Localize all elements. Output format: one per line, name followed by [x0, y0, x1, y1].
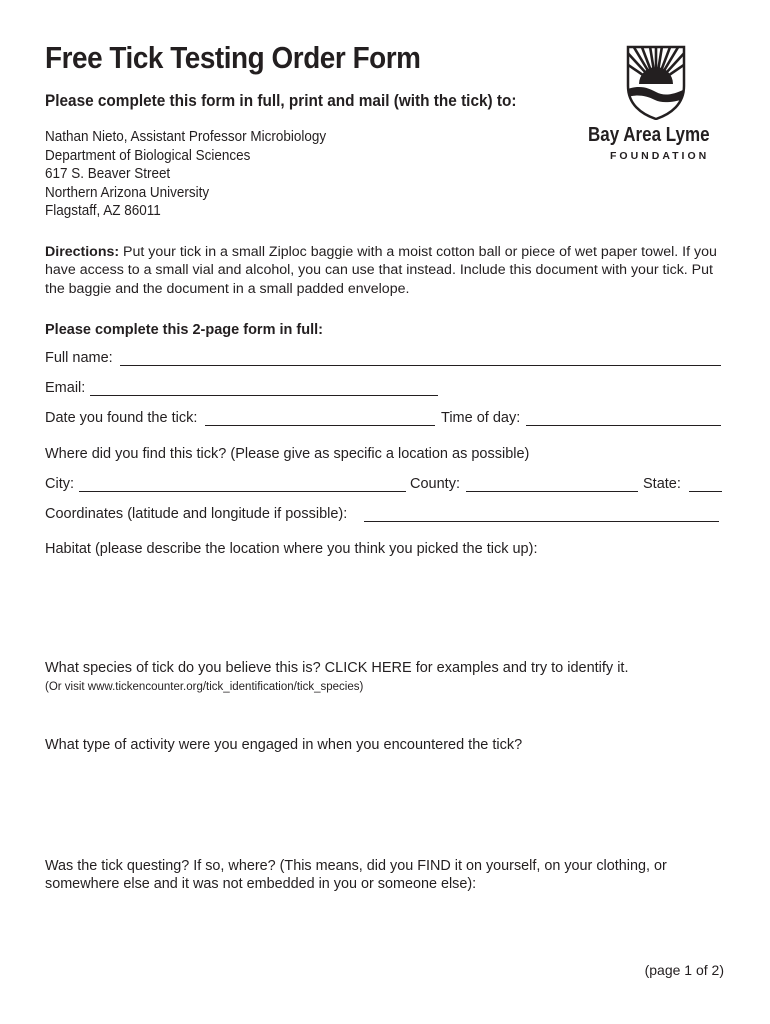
species-hint: (Or visit www.tickencounter.org/tick_identification/tick_species)	[45, 681, 364, 693]
county-field[interactable]	[466, 491, 638, 492]
species-label: What species of tick do you believe this is? CLICK HERE for examples and try to identify it.	[45, 660, 629, 676]
page-number: (page 1 of 2)	[644, 962, 724, 978]
address-line: 617 S. Beaver Street	[45, 166, 171, 183]
address-line: Northern Arizona University	[45, 184, 210, 201]
date-found-label: Date you found the tick:	[45, 410, 198, 426]
full-name-field[interactable]	[120, 365, 721, 366]
where-found-label: Where did you find this tick? (Please give as specific a location as possible)	[45, 446, 530, 462]
address-line: Flagstaff, AZ 86011	[45, 203, 161, 220]
activity-label: What type of activity were you engaged in when you encountered the tick?	[45, 737, 523, 753]
mail-instructions: Please complete this form in full, print and mail (with the tick) to:	[45, 92, 517, 110]
foundation-logo	[588, 44, 720, 164]
habitat-label: Habitat (please describe the location where you think you picked the tick up):	[45, 541, 538, 557]
page-title: Free Tick Testing Order Form	[45, 40, 421, 75]
directions-paragraph	[45, 243, 735, 298]
time-of-day-label: Time of day:	[441, 410, 521, 426]
time-of-day-field[interactable]	[526, 425, 721, 426]
directions-text: Put your tick in a small Ziploc baggie with a moist cotton ball or piece of wet paper towel. If you have access to a small vial and alcohol, you can use that instead. Include this document with your tick. Put the baggie and the document in a small padded envelope.	[45, 244, 717, 297]
coordinates-field[interactable]	[364, 521, 719, 522]
directions-label: Directions:	[45, 244, 120, 260]
logo-name: Bay Area Lyme	[588, 124, 710, 146]
form-intro: Please complete this 2-page form in full:	[45, 322, 323, 338]
email-field[interactable]	[90, 395, 438, 396]
state-field[interactable]	[689, 491, 722, 492]
questing-label: Was the tick questing? If so, where? (This means, did you FIND it on yourself, on your clothing, or somewhere else and it was not embedded in you or someone else):	[45, 858, 667, 893]
city-field[interactable]	[79, 491, 406, 492]
logo-subtitle: FOUNDATION	[610, 150, 710, 162]
mailing-address	[45, 128, 326, 221]
email-label: Email:	[45, 380, 86, 396]
full-name-label: Full name:	[45, 350, 113, 366]
address-line: Department of Biological Sciences	[45, 147, 251, 164]
city-label: City:	[45, 476, 74, 492]
date-found-field[interactable]	[205, 425, 435, 426]
questing-answer-area[interactable]	[45, 898, 721, 953]
species-answer-area[interactable]	[45, 700, 721, 730]
county-label: County:	[410, 476, 460, 492]
state-label: State:	[643, 476, 681, 492]
address-line: Nathan Nieto, Assistant Professor Microbiology	[45, 129, 327, 145]
coordinates-label: Coordinates (latitude and longitude if possible):	[45, 506, 348, 522]
activity-answer-area[interactable]	[45, 760, 721, 850]
habitat-answer-area[interactable]	[45, 564, 721, 654]
sunrise-shield-icon	[625, 44, 687, 120]
